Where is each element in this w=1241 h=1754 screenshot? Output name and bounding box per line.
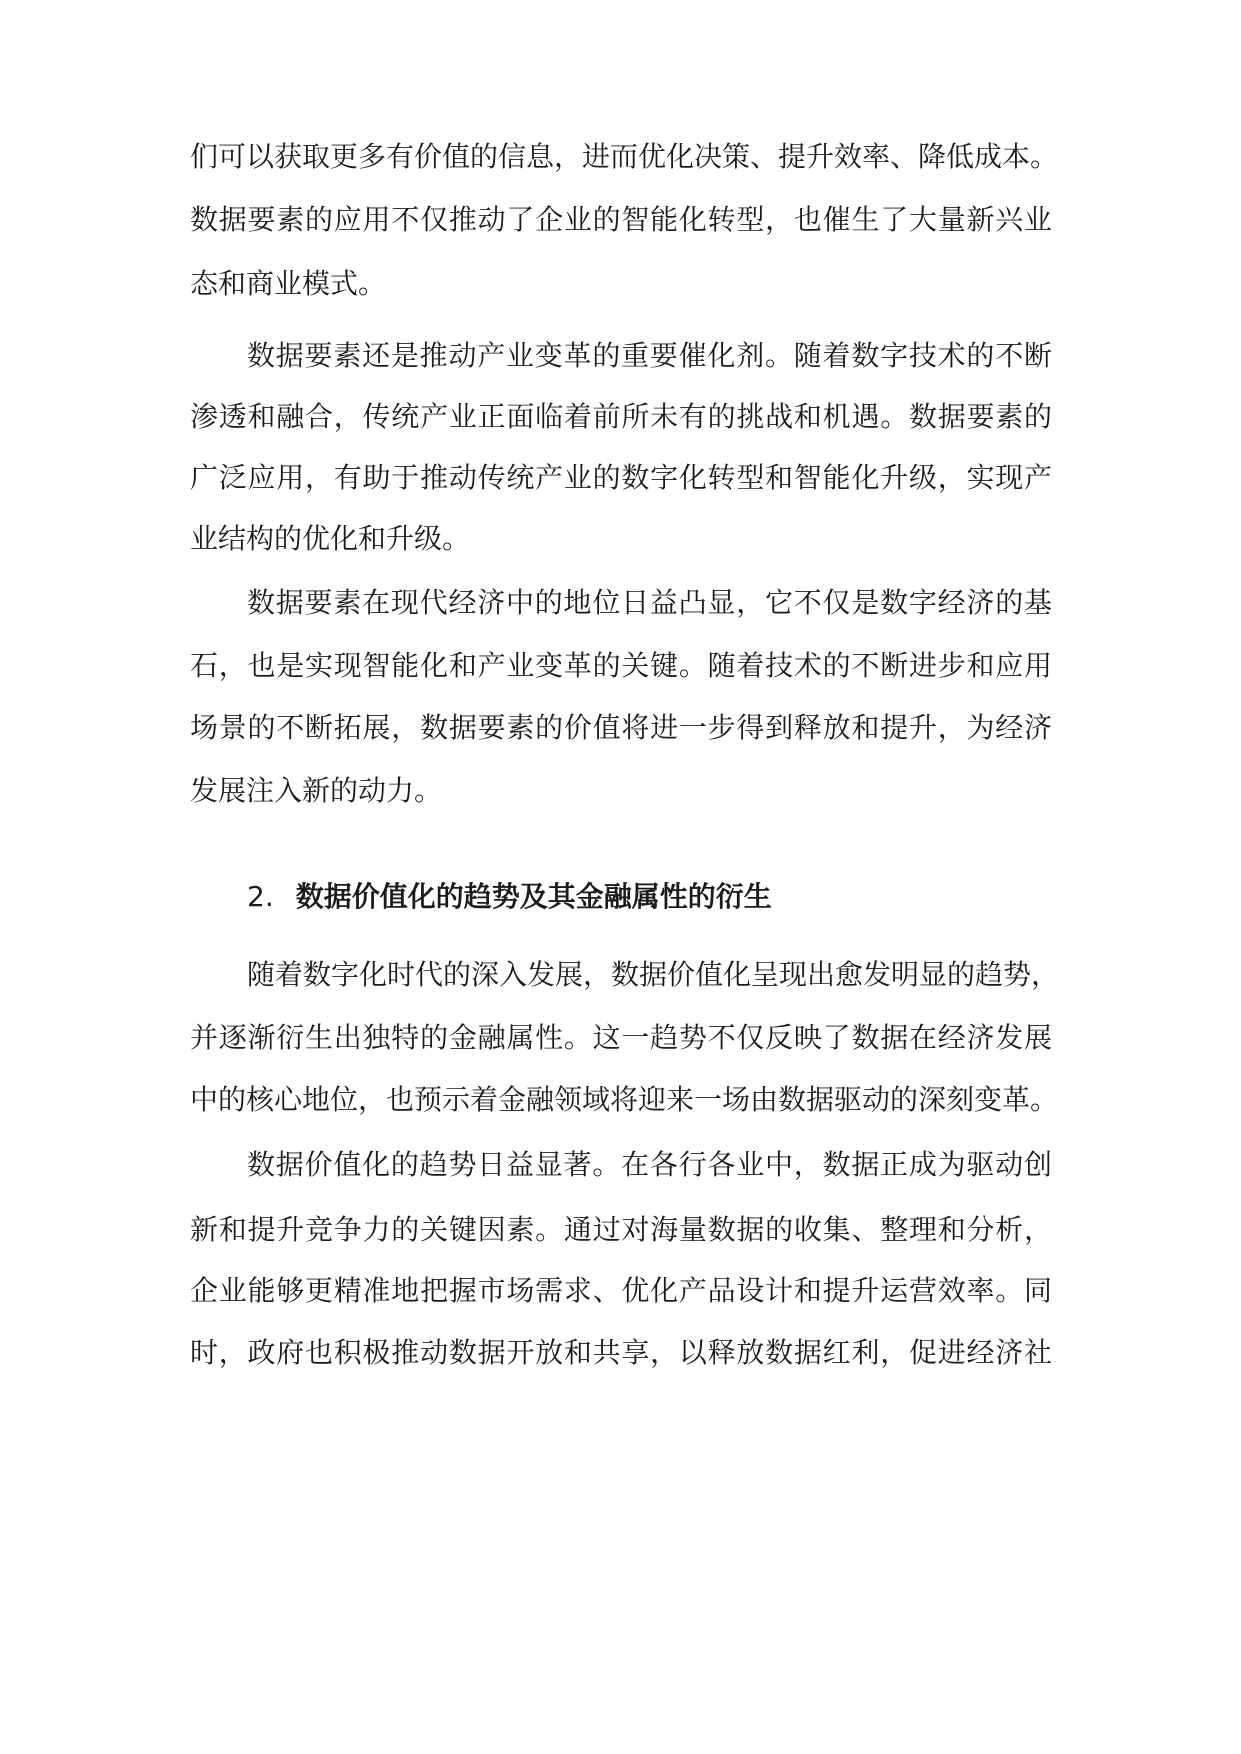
paragraph-line: 数据要素的应用不仅推动了企业的智能化转型，也催生了大量新兴业 xyxy=(190,203,1052,236)
section-title: 数据价值化的趋势及其金融属性的衍生 xyxy=(295,880,772,913)
paragraph-line: 并逐渐衍生出独特的金融属性。这一趋势不仅反映了数据在经济发展 xyxy=(190,1021,1052,1054)
paragraph-line: 场景的不断拓展，数据要素的价值将进一步得到释放和提升，为经济 xyxy=(190,711,1052,744)
paragraph-line: 数据要素在现代经济中的地位日益凸显，它不仅是数字经济的基 xyxy=(247,586,1052,619)
paragraph-line: 渗透和融合，传统产业正面临着前所未有的挑战和机遇。数据要素的 xyxy=(190,400,1052,433)
paragraph-line: 新和提升竞争力的关键因素。通过对海量数据的收集、整理和分析， xyxy=(190,1213,1052,1246)
paragraph-line: 业结构的优化和升级。 xyxy=(190,522,471,555)
paragraph-line: 态和商业模式。 xyxy=(190,267,387,300)
paragraph-line: 发展注入新的动力。 xyxy=(190,774,443,807)
section-number: 2. xyxy=(247,880,274,913)
paragraph-line: 企业能够更精准地把握市场需求、优化产品设计和提升运营效率。同 xyxy=(190,1274,1052,1307)
paragraph-line: 数据要素还是推动产业变革的重要催化剂。随着数字技术的不断 xyxy=(247,339,1052,372)
paragraph-line: 数据价值化的趋势日益显著。在各行各业中，数据正成为驱动创 xyxy=(247,1148,1052,1181)
paragraph-line: 中的核心地位，也预示着金融领域将迎来一场由数据驱动的深刻变革。 xyxy=(190,1083,1059,1116)
paragraph-line: 时，政府也积极推动数据开放和共享，以释放数据红利，促进经济社 xyxy=(190,1336,1052,1369)
paragraph-line: 随着数字化时代的深入发展，数据价值化呈现出愈发明显的趋势， xyxy=(247,958,1060,991)
paragraph-line: 广泛应用，有助于推动传统产业的数字化转型和智能化升级，实现产 xyxy=(190,461,1052,494)
section-heading xyxy=(247,877,772,917)
paragraph-line: 们可以获取更多有价值的信息，进而优化决策、提升效率、降低成本。 xyxy=(190,140,1059,173)
paragraph-line: 石，也是实现智能化和产业变革的关键。随着技术的不断进步和应用 xyxy=(190,649,1052,682)
